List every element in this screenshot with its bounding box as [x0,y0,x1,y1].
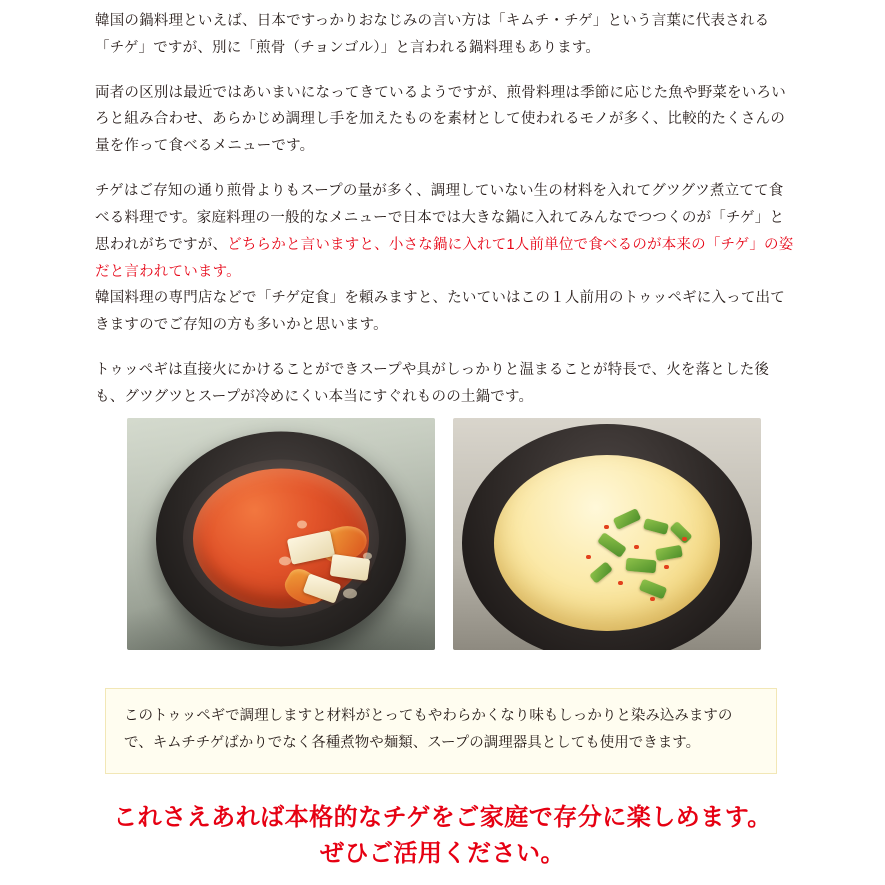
scallion-slice [669,521,692,544]
scallion-slice [589,561,613,584]
scallion-slice [625,558,656,574]
stone-pot [156,431,406,646]
kimchi-soup [193,469,369,609]
paragraph-4 [95,285,795,339]
scallion-slice [597,532,627,558]
photo-row [127,418,762,650]
scallion-slice [613,508,642,530]
steamed-egg [494,455,720,631]
chili-flake [682,537,687,541]
soup-bubble [297,521,307,529]
paragraph-4-text: 韓国料理の専門店などで「チゲ定食」を頼みますと、たいていはこの１人前用のトゥッペギに入って出てきますのでご存知の方も多いかと思います。 [95,290,785,334]
steamed-egg-photo [453,418,761,650]
scallion-slice [655,545,683,561]
paragraph-5-text: トゥッペギは直接火にかけることができスープや具がしっかりと温まることが特長で、火を落とした後も、グツグツとスープが冷めにくい本当にすぐれものの土鍋です。 [95,361,770,405]
paragraph-2 [95,80,795,160]
chili-flake [586,555,591,559]
chili-flake [650,597,655,601]
note-box [105,688,777,774]
kimchi-jjigae-photo [127,418,435,650]
chili-flake [634,545,639,549]
chili-flake [664,565,669,569]
paragraph-3-text-highlight: どちらかと言いますと、小さな鍋に入れて1人前単位で食べるのが本来の「チゲ」の姿だと言われています。 [95,236,794,280]
scallion-slice [643,518,669,535]
footer-callout [0,800,885,872]
chili-flake [618,581,623,585]
stone-pot [462,424,752,650]
paragraph-5 [95,357,795,411]
note-text: このトゥッペギで調理しますと材料がとってもやわらかくなり味もしっかりと染み込みますので、キムチチゲばかりでなく各種煮物や麺類、スープの調理器具としても使用できます。 [124,708,733,751]
soup-bubble [363,553,372,560]
footer-line-2: ぜひご活用ください。 [320,840,565,867]
soup-bubble [343,589,357,599]
paragraph-3 [95,178,795,285]
article-body [95,8,795,429]
paragraph-1 [95,8,795,62]
paragraph-1-text: 韓国の鍋料理といえば、日本ですっかりおなじみの言い方は「キムチ・チゲ」という言葉に代表される「チゲ」ですが、別に「煎骨（チョンゴル）」と言われる鍋料理もあります。 [95,13,770,56]
footer-line-1: これさえあれば本格的なチゲをご家庭で存分に楽しめます。 [113,804,772,831]
paragraph-2-text: 両者の区別は最近ではあいまいになってきているようですが、煎骨料理は季節に応じた魚や野菜をいろいろと組み合わせ、あらかじめ調理し手を加えたものを素材として使われるモノが多く、比較的たくさんの量を作って食べるメニューです。 [95,84,786,155]
paragraph-3-text-black: チゲはご存知の通り煎骨よりもスープの量が多く、調理していない生の材料を入れてグツグツ煮立てて食べる料理です。家庭料理の一般的なメニューで日本では大きな鍋に入れてみんなでつつくのが「チゲ」と思われがちですが、 [95,183,785,253]
chili-flake [604,525,609,529]
soup-bubble [279,557,291,566]
